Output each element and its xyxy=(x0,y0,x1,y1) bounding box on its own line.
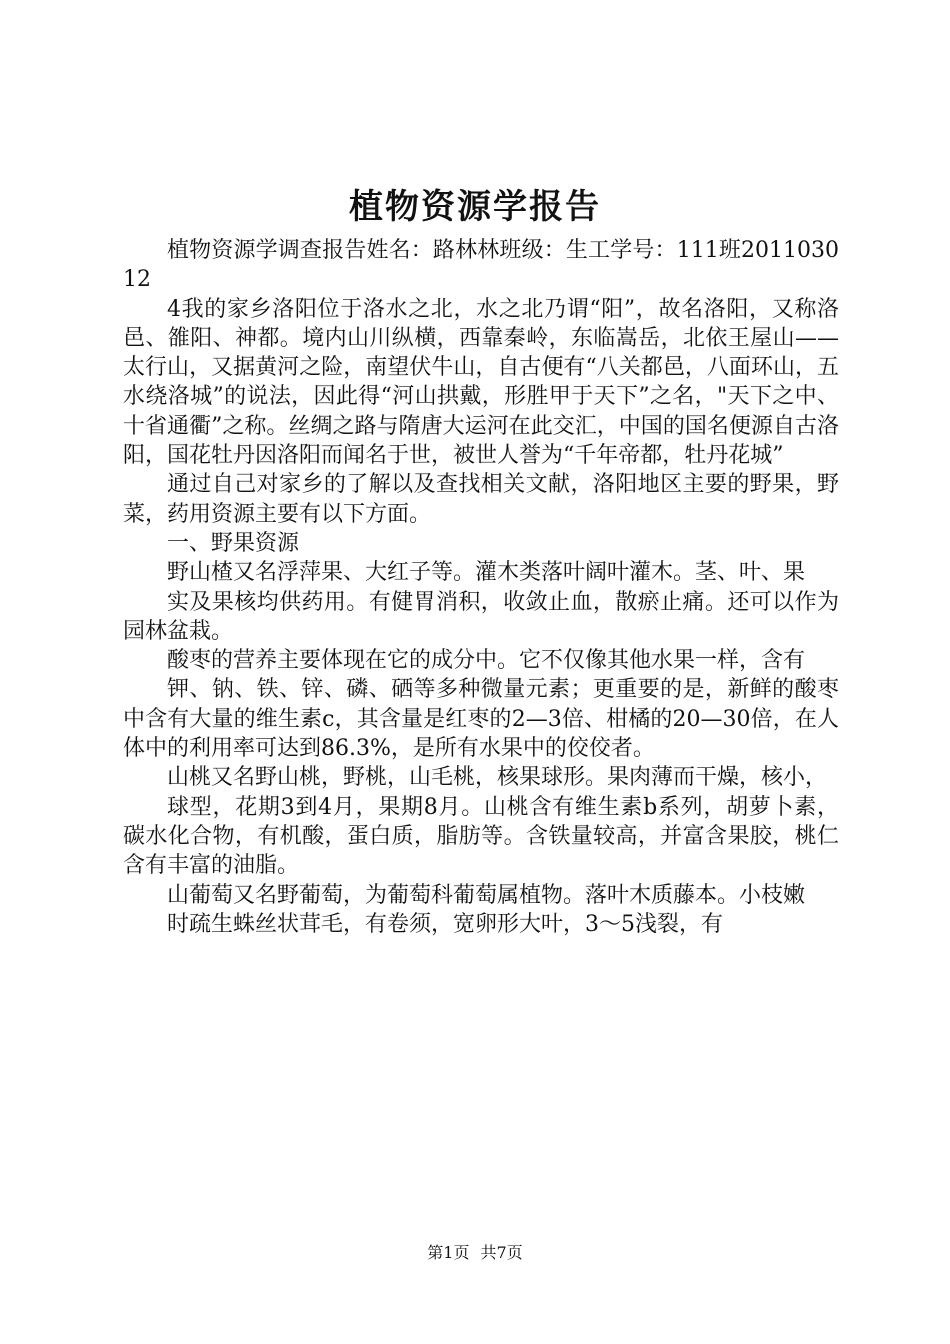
document-body xyxy=(123,236,839,939)
paragraph-wild-grape-cont: 时疏生蛛丝状茸毛，有卷须，宽卵形大叶，3～5浅裂，有 xyxy=(167,911,723,937)
paragraph-jujube: 酸枣的营养主要体现在它的成分中。它不仅像其他水果一样，含有 xyxy=(167,648,806,674)
paragraph-wild-peach-cont: 球型，花期3到4月，果期8月。山桃含有维生素b系列，胡萝卜素，碳水化合物，有机酸，蛋白质，脂肪等。含铁量较高，并富含果胶，桃仁含有丰富的油脂。 xyxy=(123,794,839,879)
paragraph-hawthorn-cont: 实及果核均供药用。有健胃消积，收敛止血，散瘀止痛。还可以作为园林盆栽。 xyxy=(123,589,839,644)
page-footer xyxy=(0,1241,950,1265)
page-number: 第1页 xyxy=(427,1243,470,1262)
paragraph-hometown: 4我的家乡洛阳位于洛水之北，水之北乃谓“阳”，故名洛阳，又称洛邑、雒阳、神都。境内山川纵横，西靠秦岭，东临嵩岳，北依王屋山——太行山，又据黄河之险，南望伏牛山，自古便有“八关都邑，八面环山，五水绕洛城”的说法，因此得“河山拱戴，形胜甲于天下”之名，"天下之中、十省通衢”之称。丝绸之路与隋唐大运河在此交汇，中国的国名便源自古洛阳，国花牡丹因洛阳而闻名于世，被世人誉为“千年帝都，牡丹花城” xyxy=(123,296,839,469)
paragraph-wild-peach: 山桃又名野山桃，野桃，山毛桃，核果球形。果肉薄而干燥，核小， xyxy=(167,765,828,791)
paragraph-intro: 通过自己对家乡的了解以及查找相关文献，洛阳地区主要的野果，野菜，药用资源主要有以下方面。 xyxy=(123,472,839,527)
page-total: 共7页 xyxy=(480,1243,523,1262)
section-heading-wild-fruit: 一、野果资源 xyxy=(167,530,300,556)
paragraph-wild-grape: 山葡萄又名野葡萄，为葡萄科葡萄属植物。落叶木质藤本。小枝嫩 xyxy=(167,882,806,908)
paragraph-hawthorn: 野山楂又名浮萍果、大红子等。灌木类落叶阔叶灌木。茎、叶、果 xyxy=(167,560,806,586)
paragraph-jujube-cont: 钾、钠、铁、锌、磷、硒等多种微量元素；更重要的是，新鲜的酸枣中含有大量的维生素c，其含量是红枣的2—3倍、柑橘的20—30倍，在人体中的利用率可达到86.3%，是所有水果中的佼佼者。 xyxy=(123,677,839,762)
paragraph-header-info: 植物资源学调查报告姓名：路林林班级：生工学号：111班201103012 xyxy=(123,238,839,293)
document-title: 植物资源学报告 xyxy=(349,187,601,227)
